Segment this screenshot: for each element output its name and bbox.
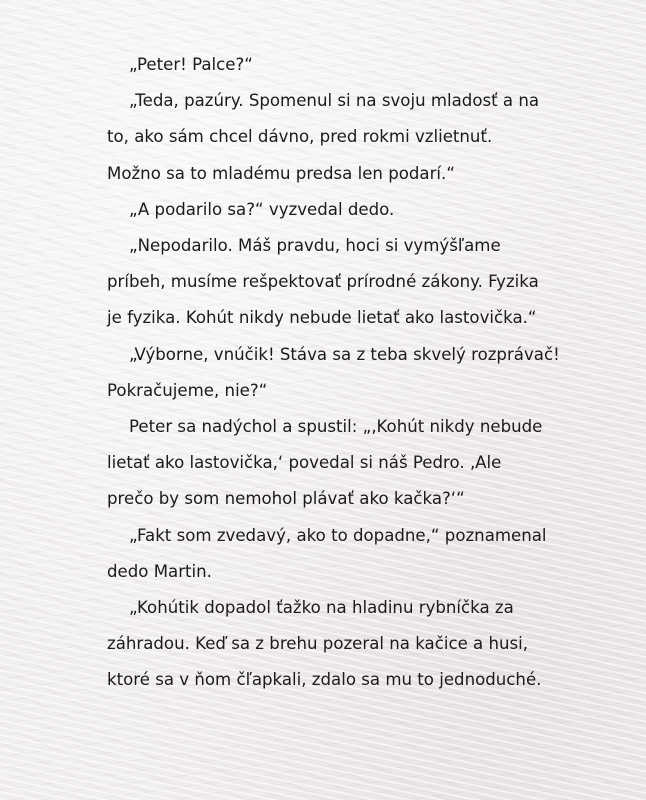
text-line: záhradou. Keď sa z brehu pozeral na kačice a husi,	[107, 634, 529, 654]
paragraph	[107, 518, 562, 590]
paragraph	[107, 228, 562, 337]
text-line: „Nepodarilo. Máš pravdu, hoci si vymýšľame	[129, 236, 501, 256]
paragraph	[107, 590, 562, 699]
text-line: „A podarilo sa?“ vyzvedal dedo.	[129, 199, 395, 219]
paragraph	[107, 337, 562, 409]
text-line: „Kohútik dopadol ťažko na hladinu rybníčka za	[129, 598, 514, 618]
text-line: dedo Martin.	[107, 561, 212, 581]
text-line: Možno sa to mladému predsa len podarí.“	[107, 163, 455, 183]
text-line: je fyzika. Kohút nikdy nebude lietať ako lastovička.“	[107, 308, 537, 328]
text-line: „Fakt som zvedavý, ako to dopadne,“ poznamenal	[129, 525, 547, 545]
story-text	[107, 47, 562, 699]
text-line: Pokračujeme, nie?“	[107, 380, 268, 400]
text-line: prečo by som nemohol plávať ako kačka?‘“	[107, 489, 465, 509]
text-line: „Výborne, vnúčik! Stáva sa z teba skvelý rozprávač!	[129, 344, 560, 364]
text-line: ktoré sa v ňom čľapkali, zdalo sa mu to jednoduché.	[107, 670, 542, 690]
text-line: to, ako sám chcel dávno, pred rokmi vzlietnuť.	[107, 127, 493, 147]
paragraph	[107, 192, 562, 228]
text-line: „Peter! Palce?“	[129, 55, 253, 74]
text-line: príbeh, musíme rešpektovať prírodné zákony. Fyzika	[107, 272, 539, 292]
paragraph	[107, 409, 562, 518]
paragraph	[107, 47, 562, 83]
paragraph	[107, 83, 562, 192]
text-line: „Teda, pazúry. Spomenul si na svoju mladosť a na	[129, 91, 540, 111]
text-line: lietať ako lastovička,‘ povedal si náš Pedro. ‚Ale	[107, 453, 502, 473]
text-line: Peter sa nadýchol a spustil: „‚Kohút nikdy nebude	[129, 417, 543, 437]
